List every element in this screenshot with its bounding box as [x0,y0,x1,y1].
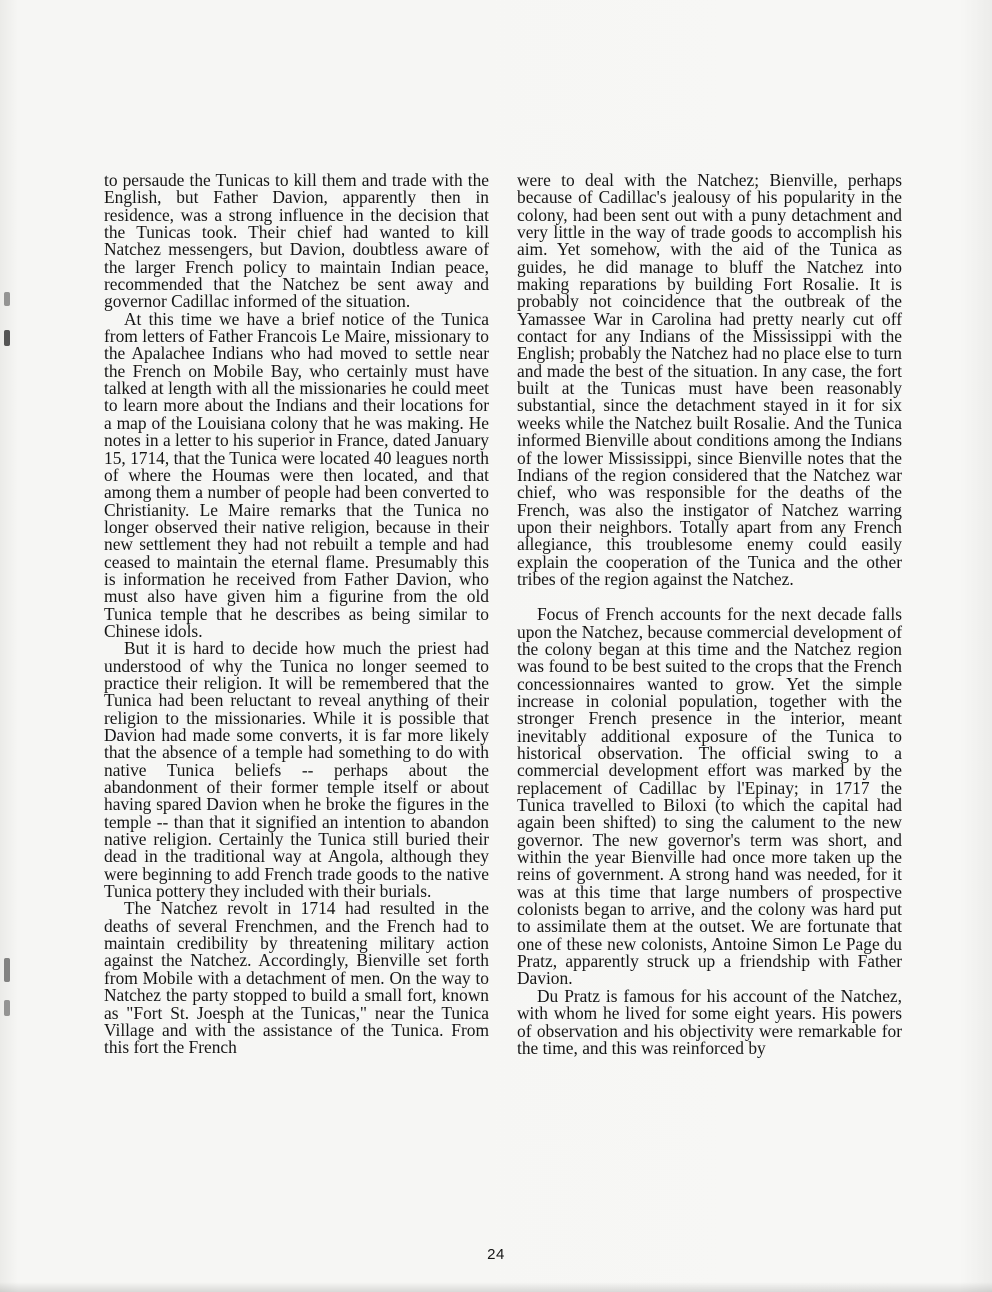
binding-mark [4,1000,10,1016]
page-number: 24 [487,1246,505,1263]
paragraph: But it is hard to decide how much the priest had understood of why the Tunica no longer seemed to practice their religion. It will be remembered that the Tunica had been reluctant to reveal anything of their religion to the missionaries. While it is possible that Davion had made some converts, it is far more likely that the absence of a temple had something to do with native Tunica beliefs -- perhaps about the abandonment of their former temple itself or about having spared Davion when he broke the figures in the temple -- than that it signified an intention to abandon native religion. Certainly the Tunica still buried their dead in the traditional way at Angola, although they were beginning to add French trade goods to the native Tunica pottery they included with their burials. [104,638,489,902]
paragraph: Focus of French accounts for the next decade falls upon the Natchez, because commercial development of the colony began at this time and the Natchez region was found to be best suited to the crops that the French concessionnaires wanted to grow. Yet the simple increase in colonial population, together with the stronger French presence in the interior, meant inevitably additional exposure of the Tunica to historical observation. The official swing to a commercial development effort was marked by the replacement of Cadillac by l'Epinay; in 1717 the Tunica travelled to Biloxi (to which the capital had again been shifted) to sing the calument to the new governor. The new governor's term was short, and within the year Bienville had once more taken up the reins of government. A strong hand was needed, for it was at this time that large numbers of prospective colonists began to arrive, and the colony was hard put to assimilate them at the outset. We are fortunate that one of these new colonists, Antoine Simon Le Page du Pratz, apparently struck up a friendship with Father Davion. [517,604,902,989]
paragraph: At this time we have a brief notice of the Tunica from letters of Father Francois Le Maire, missionary to the Apalachee Indians who had moved to settle near the French on Mobile Bay, who certainly must have talked at length with all the missionaries he could meet to learn more about the Indians and their locations for a map of the Louisiana colony that he was making. He notes in a letter to his superior in France, dated January 15, 1714, that the Tunica were located 40 leagues north of where the Houmas were then located, and that among them a number of people had been converted to Christianity. Le Maire remarks that the Tunica no longer observed their native religion, because in their new settlement they had not rebuilt a temple and had ceased to maintain the eternal flame. Presumably this is information he received from Father Davion, who must also have given him a figurine from the old Tunica temple that he describes as being similar to Chinese idols. [104,308,489,641]
binding-mark [4,330,10,346]
left-text-column [104,172,489,1057]
paragraph: Du Pratz is famous for his account of the Natchez, with whom he lived for some eight years. His powers of observation and his objectivity were remarkable for the time, and this was reinforced by [517,985,902,1058]
binding-mark [4,958,10,982]
paragraph: were to deal with the Natchez; Bienville, perhaps because of Cadillac's jealousy of his popularity in the colony, had been sent out with a puny detachment and very little in the way of trade goods to accomplish his aim. Yet somehow, with the aid of the Tunica as guides, he did manage to bluff the Natchez into making reparations by building Fort Rosalie. It is probably not coincidence that the outbreak of the Yamassee War in Carolina had pretty nearly cut off contact for any Indians of the Mississippi with the English; probably the Natchez had no place else to turn and made the best of the situation. In any case, the fort built at the Tunicas must have been reasonably substantial, since the detachment stayed in it for six weeks while the Natchez built Rosalie. And the Tunica informed Bienville about conditions among the Indians of the lower Mississippi, since Bienville notes that the Indians of the region considered that the Natchez war chief, who was responsible for the deaths of the French, was also the instigator of Natchez warring upon their neighbors. Totally apart from any French allegiance, this troublesome enemy could easily explain the cooperation of the Tunica and the other tribes of the region against the Natchez. [517,170,902,589]
paragraph: to persaude the Tunicas to kill them and trade with the English, but Father Davion, apparently then in residence, was a strong influence in the decision that the Tunicas took. Their chief had wanted to kill Natchez messengers, but Davion, doubtless aware of the larger French policy to maintain Indian peace, recommended that the Natchez be sent away and governor Cadillac informed of the situation. [104,170,489,312]
page-edge-shadow [0,1282,992,1292]
binding-mark [4,292,10,306]
right-text-column [517,172,902,1057]
paragraph: The Natchez revolt in 1714 had resulted in the deaths of several Frenchmen, and the French had to maintain credibility by threatening military action against the Natchez. Accordingly, Bienville set forth from Mobile with a detachment of men. On the way to Natchez the party stopped to build a small fort, known as "Fort St. Joesph at the Tunicas," near the Tunica Village and with the assistance of the Tunica. From this fort the French [104,898,489,1058]
